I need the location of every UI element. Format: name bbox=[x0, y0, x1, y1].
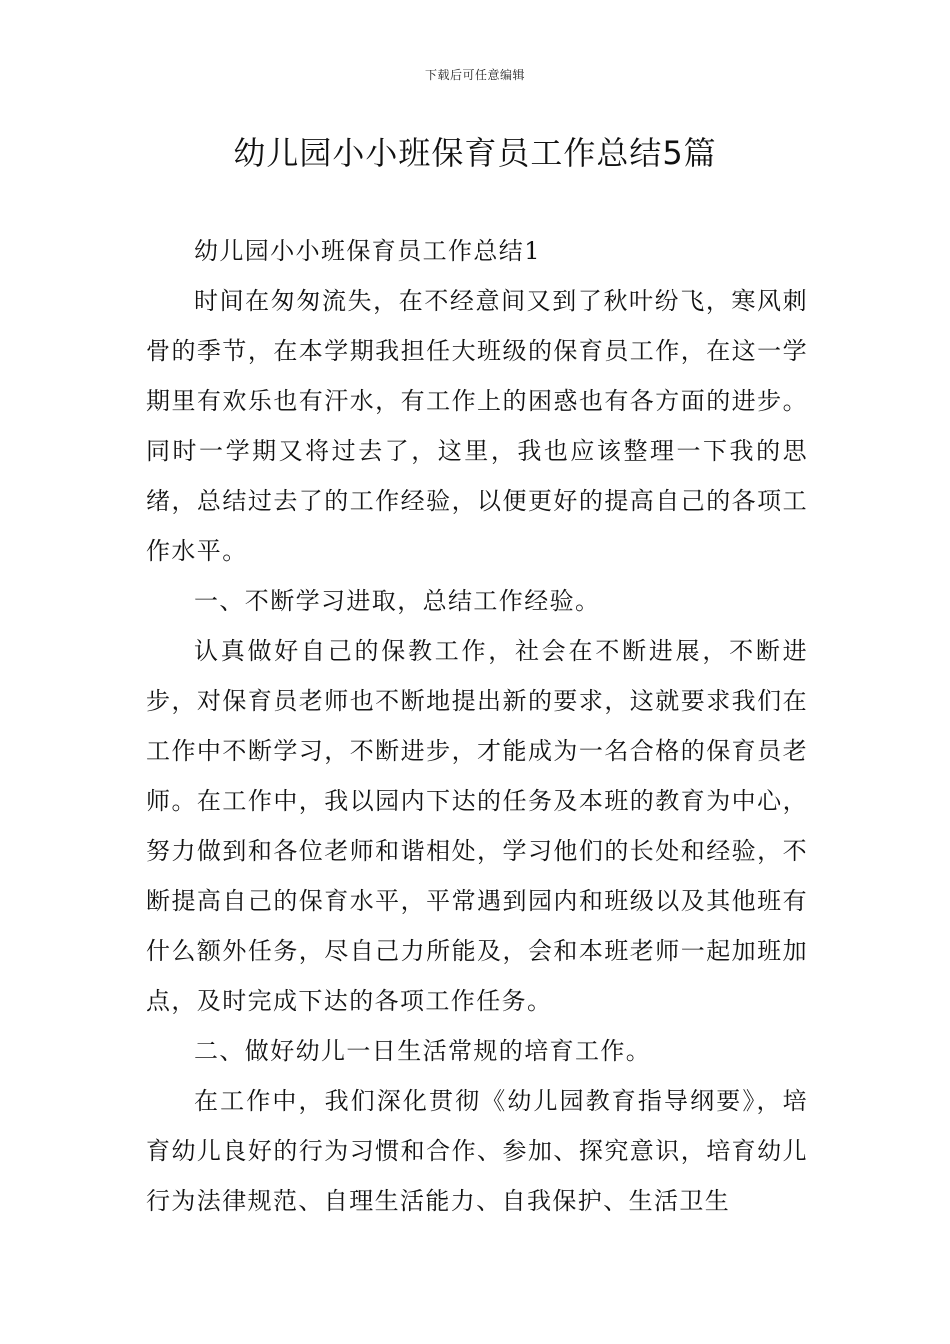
section-heading: 二、做好幼儿一日生活常规的培育工作。 bbox=[194, 1037, 652, 1065]
header-note: 下载后可任意编辑 bbox=[424, 68, 525, 82]
section-heading: 一、不断学习进取，总结工作经验。 bbox=[194, 587, 601, 615]
paragraph: 在工作中，我们深化贯彻《幼儿园教育指导纲要》，培育幼儿良好的行为习惯和合作、参加、探究意识，培育幼儿行为法律规范、自理生活能力、自我保护、生活卫生 bbox=[146, 1087, 808, 1215]
section-heading: 幼儿园小小班保育员工作总结1 bbox=[194, 237, 541, 265]
document-title: 幼儿园小小班保育员工作总结5篇 bbox=[233, 134, 717, 172]
document-body bbox=[146, 226, 808, 1226]
paragraph: 时间在匆匆流失，在不经意间又到了秋叶纷飞，寒风刺骨的季节，在本学期我担任大班级的保育员工作，在这一学期里有欢乐也有汗水，有工作上的困惑也有各方面的进步。同时一学期又将过去了，这里，我也应该整理一下我的思绪，总结过去了的工作经验，以便更好的提高自己的各项工作水平。 bbox=[146, 287, 808, 565]
paragraph: 认真做好自己的保教工作，社会在不断进展，不断进步，对保育员老师也不断地提出新的要求，这就要求我们在工作中不断学习，不断进步，才能成为一名合格的保育员老师。在工作中，我以园内下达的任务及本班的教育为中心，努力做到和各位老师和谐相处，学习他们的长处和经验，不断提高自己的保育水平，平常遇到园内和班级以及其他班有什么额外任务，尽自己力所能及，会和本班老师一起加班加点，及时完成下达的各项工作任务。 bbox=[146, 637, 808, 1015]
